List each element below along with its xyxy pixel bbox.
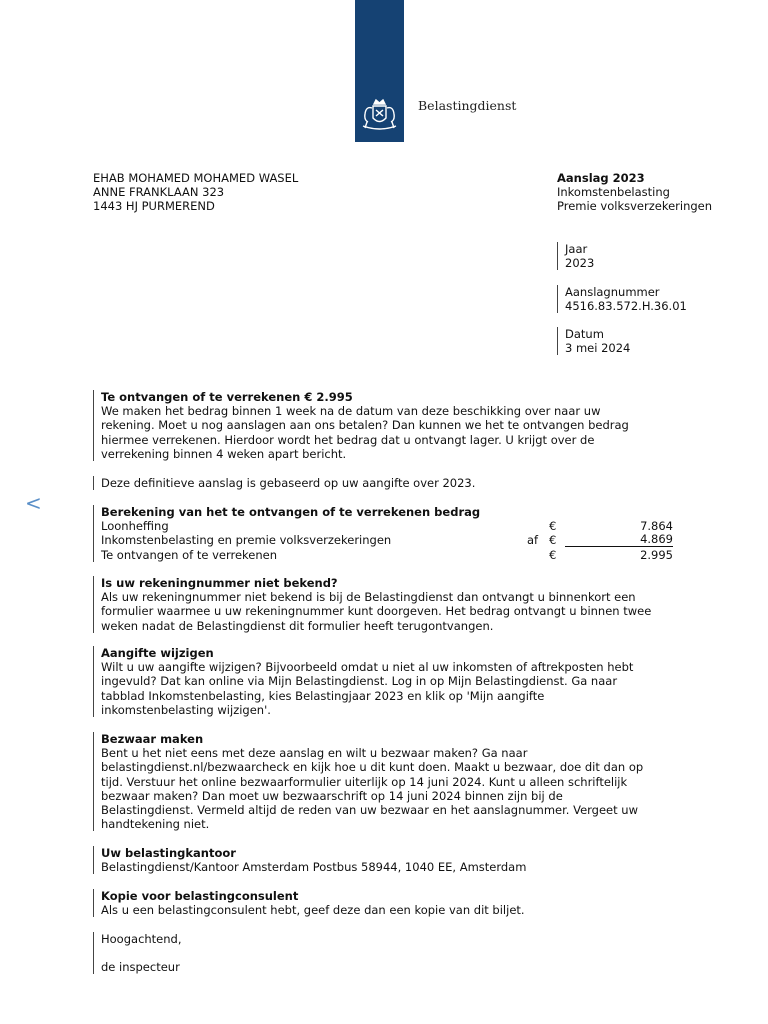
calc-amount: 4.869 bbox=[565, 533, 673, 547]
recipient-address bbox=[93, 171, 298, 214]
intro-line: verrekening binnen 4 weken apart bericht. bbox=[101, 446, 347, 461]
crest-icon bbox=[359, 98, 400, 134]
kantoor-text: Belastingdienst/Kantoor Amsterdam Postbus 58944, 1040 EE, Amsterdam bbox=[101, 860, 527, 875]
bezwaar-line: Belastingdienst. Vermeld altijd de reden van uw bezwaar en het aanslagnummer. Vergeet uw bbox=[101, 803, 638, 818]
calc-amount: 2.995 bbox=[640, 547, 673, 562]
bezwaar-line: bezwaar maken? Dan moet uw bezwaarschrift op 14 juni 2024 binnen zijn bij de bbox=[101, 788, 563, 803]
calc-row-total bbox=[101, 548, 691, 562]
calc-currency: € bbox=[549, 533, 557, 548]
wijzigen-heading: Aangifte wijzigen bbox=[101, 646, 214, 660]
meta-datum-value: 3 mei 2024 bbox=[565, 341, 631, 356]
meta-datum bbox=[557, 327, 630, 355]
recipient-name: EHAB MOHAMED MOHAMED WASEL bbox=[93, 171, 299, 185]
bezwaar-line: belastingdienst.nl/bezwaarcheck en kijk hoe u dit kunt doen. Maakt u bezwaar, doe dit dan op bbox=[101, 760, 644, 775]
calc-af: af bbox=[527, 533, 539, 548]
calc-currency: € bbox=[549, 519, 557, 534]
calc-row-inkomstenbelasting bbox=[101, 533, 691, 547]
calc-section bbox=[93, 505, 691, 562]
intro-line: We maken het bedrag binnen 1 week na de datum van deze beschikking over naar uw bbox=[101, 404, 601, 419]
basis-text: Deze definitieve aanslag is gebaseerd op uw aangifte over 2023. bbox=[101, 476, 476, 490]
kopie-section bbox=[93, 889, 691, 917]
rekening-line: formulier waarmee u uw rekeningnummer kunt doorgeven. Het bedrag ontvangt u binnen twee bbox=[101, 604, 652, 619]
calc-label: Te ontvangen of te verrekenen bbox=[101, 547, 278, 562]
bezwaar-line: Bent u het niet eens met deze aanslag en wilt u bezwaar maken? Ga naar bbox=[101, 746, 528, 761]
calc-heading: Berekening van het te ontvangen of te verrekenen bedrag bbox=[101, 505, 481, 519]
assessment-header bbox=[557, 171, 712, 214]
wijzigen-line: Wilt u uw aangifte wijzigen? Bijvoorbeeld omdat u niet al uw inkomsten of aftrekposten hebt bbox=[101, 660, 634, 675]
meta-aanslagnummer bbox=[557, 285, 687, 313]
logo-bar bbox=[355, 0, 404, 142]
recipient-street: ANNE FRANKLAAN 323 bbox=[93, 185, 225, 200]
rekening-section bbox=[93, 576, 691, 633]
calc-row-loonheffing bbox=[101, 519, 691, 533]
wijzigen-line: tabblad Inkomstenbelasting, kies Belastingjaar 2023 en klik op 'Mijn aangifte bbox=[101, 688, 545, 703]
basis-section bbox=[93, 476, 691, 490]
calc-label: Loonheffing bbox=[101, 519, 169, 534]
meta-jaar-label: Jaar bbox=[565, 242, 588, 256]
bezwaar-line: handtekening niet. bbox=[101, 817, 210, 832]
meta-jaar-value: 2023 bbox=[565, 256, 595, 271]
closing-greeting: Hoogachtend, bbox=[101, 932, 182, 946]
assessment-line-1: Inkomstenbelasting bbox=[557, 185, 670, 200]
bezwaar-heading: Bezwaar maken bbox=[101, 732, 204, 746]
meta-datum-label: Datum bbox=[565, 327, 604, 341]
kantoor-heading: Uw belastingkantoor bbox=[101, 846, 236, 860]
bezwaar-line: tijd. Verstuur het online bezwaarformulier uiterlijk op 14 juni 2024. Kunt u alleen schriftelijk bbox=[101, 774, 628, 789]
wijzigen-line: ingevuld? Dat kan online via Mijn Belastingdienst. Log in op Mijn Belastingdienst. Ga naar bbox=[101, 674, 618, 689]
intro-heading: Te ontvangen of te verrekenen € 2.995 bbox=[101, 390, 353, 404]
rekening-line: weken nadat de Belastingdienst dit formulier heeft terugontvangen. bbox=[101, 618, 494, 633]
meta-aanslag-value: 4516.83.572.H.36.01 bbox=[565, 299, 687, 314]
closing-signature: de inspecteur bbox=[101, 960, 180, 975]
brand-name: Belastingdienst bbox=[418, 98, 517, 113]
meta-aanslag-label: Aanslagnummer bbox=[565, 285, 660, 299]
calc-label: Inkomstenbelasting en premie volksverzekeringen bbox=[101, 533, 392, 548]
wijzigen-section bbox=[93, 646, 691, 717]
intro-line: rekening. Moet u nog aanslagen aan ons betalen? Dan kunnen we het te ontvangen bedrag bbox=[101, 418, 629, 433]
intro-section bbox=[93, 390, 691, 461]
kopie-heading: Kopie voor belastingconsulent bbox=[101, 889, 299, 903]
assessment-title: Aanslag 2023 bbox=[557, 171, 645, 185]
back-arrow-icon[interactable]: < bbox=[25, 491, 42, 515]
wijzigen-line: inkomstenbelasting wijzigen'. bbox=[101, 702, 271, 717]
assessment-line-2: Premie volksverzekeringen bbox=[557, 199, 713, 214]
bezwaar-section bbox=[93, 732, 691, 831]
closing-section bbox=[93, 932, 691, 974]
recipient-city: 1443 HJ PURMEREND bbox=[93, 199, 215, 214]
rekening-heading: Is uw rekeningnummer niet bekend? bbox=[101, 576, 338, 590]
rekening-line: Als uw rekeningnummer niet bekend is bij de Belastingdienst dan ontvangt u binnenkort een bbox=[101, 590, 636, 605]
kantoor-section bbox=[93, 846, 691, 874]
calc-currency: € bbox=[549, 547, 557, 562]
calc-amount: 7.864 bbox=[640, 519, 673, 534]
intro-line: hiermee verrekenen. Hierdoor wordt het bedrag dat u ontvangt lager. U krijgt over de bbox=[101, 432, 595, 447]
meta-jaar bbox=[557, 242, 594, 270]
kopie-text: Als u een belastingconsulent hebt, geef deze dan een kopie van dit biljet. bbox=[101, 903, 525, 918]
